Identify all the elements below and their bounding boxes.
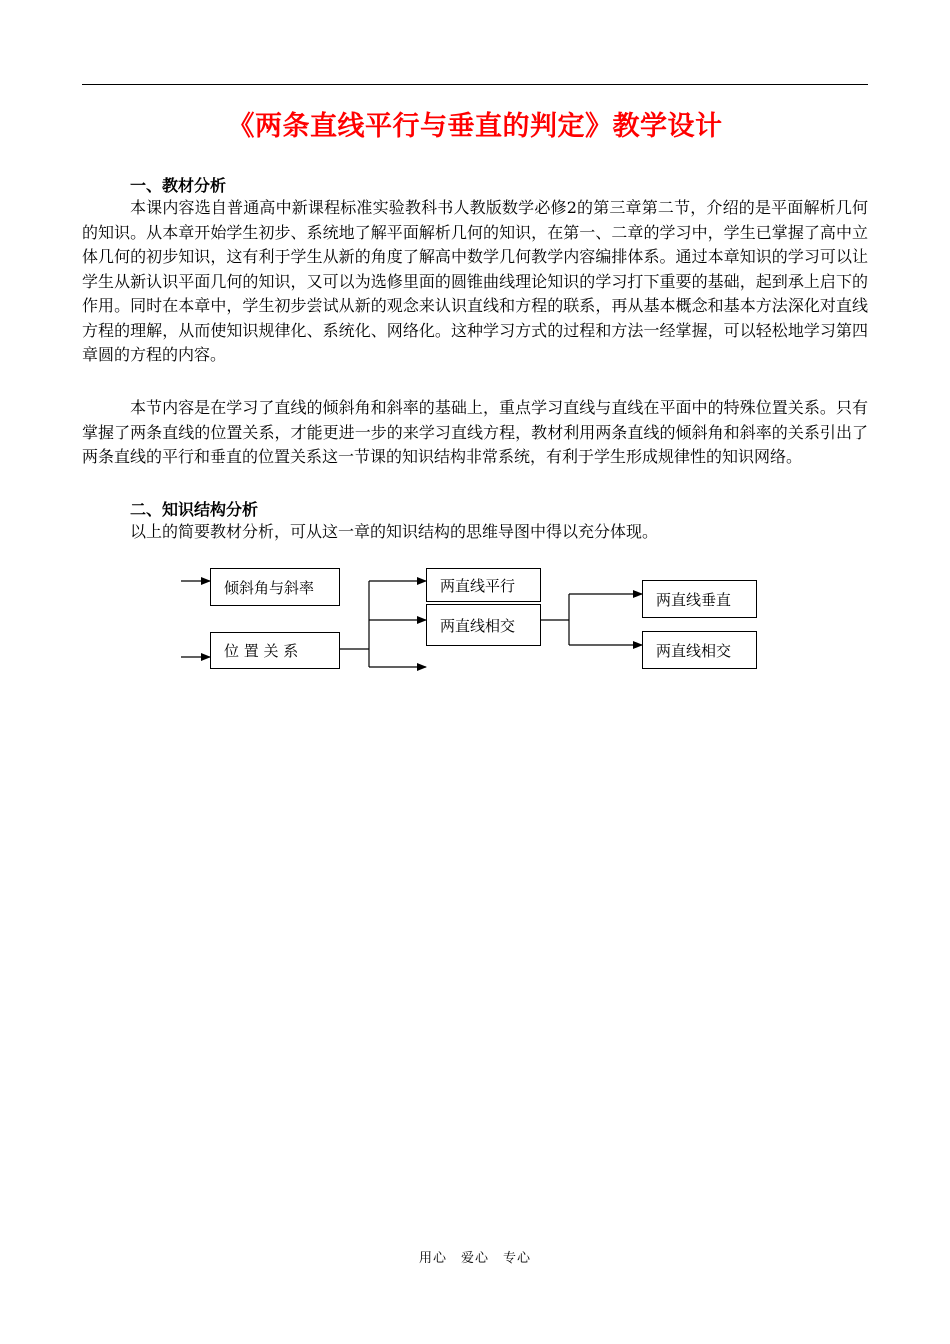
document-title: 《两条直线平行与垂直的判定》教学设计 [227,111,723,142]
page-footer: 用心 爱心 专心 [418,1251,531,1266]
paragraph-knowledge-structure: 以上的简要教材分析，可从这一章的知识结构的思维导图中得以充分体现。 [130,522,659,541]
section-heading-knowledge-structure: 二、知识结构分析 [130,500,259,519]
box-parallel: 两直线平行 [426,568,541,602]
box-intersect: 两直线相交 [426,604,541,646]
section-heading-textbook-analysis: 一、教材分析 [130,176,227,195]
paragraph-textbook-analysis-2: 本节内容是在学习了直线的倾斜角和斜率的基础上，重点学习直线与直线在平面中的特殊位置关系。只有掌握了两条直线的位置关系，才能更进一步的来学习直线方程，教材利用两条直线的倾斜角和斜率的关系引出了两条直线的平行和垂直的位置关系这一节课的知识结构非常系统，有利于学生形成规律性的知识网络。 [82,398,868,466]
box-perpendicular: 两直线垂直 [642,580,757,618]
box-intersect-secondary: 两直线相交 [642,631,757,669]
paragraph-textbook-analysis-1: 本课内容选自普通高中新课程标准实验教科书人教版数学必修2的第三章第二节，介绍的是平面解析几何的知识。从本章开始学生初步、系统地了解平面解析几何的知识，在第一、二章的学习中，学生已掌握了高中立体几何的初步知识，这有利于学生从新的角度了解高中数学几何教学内容编排体系。通过本章知识的学习可以让学生从新认识平面几何的知识，又可以为选修里面的圆锥曲线理论知识的学习打下重要的基础，起到承上启下的作用。同时在本章中，学生初步尝试从新的观念来认识直线和方程的联系，再从基本概念和基本方法深化对直线方程的理解，从而使知识规律化、系统化、网络化。这种学习方式的过程和方法一经掌握，可以轻松地学习第四章圆的方程的内容。 [82,198,868,364]
box-slope: 倾斜角与斜率 [210,568,340,606]
box-position-relation: 位 置 关 系 [210,632,340,669]
